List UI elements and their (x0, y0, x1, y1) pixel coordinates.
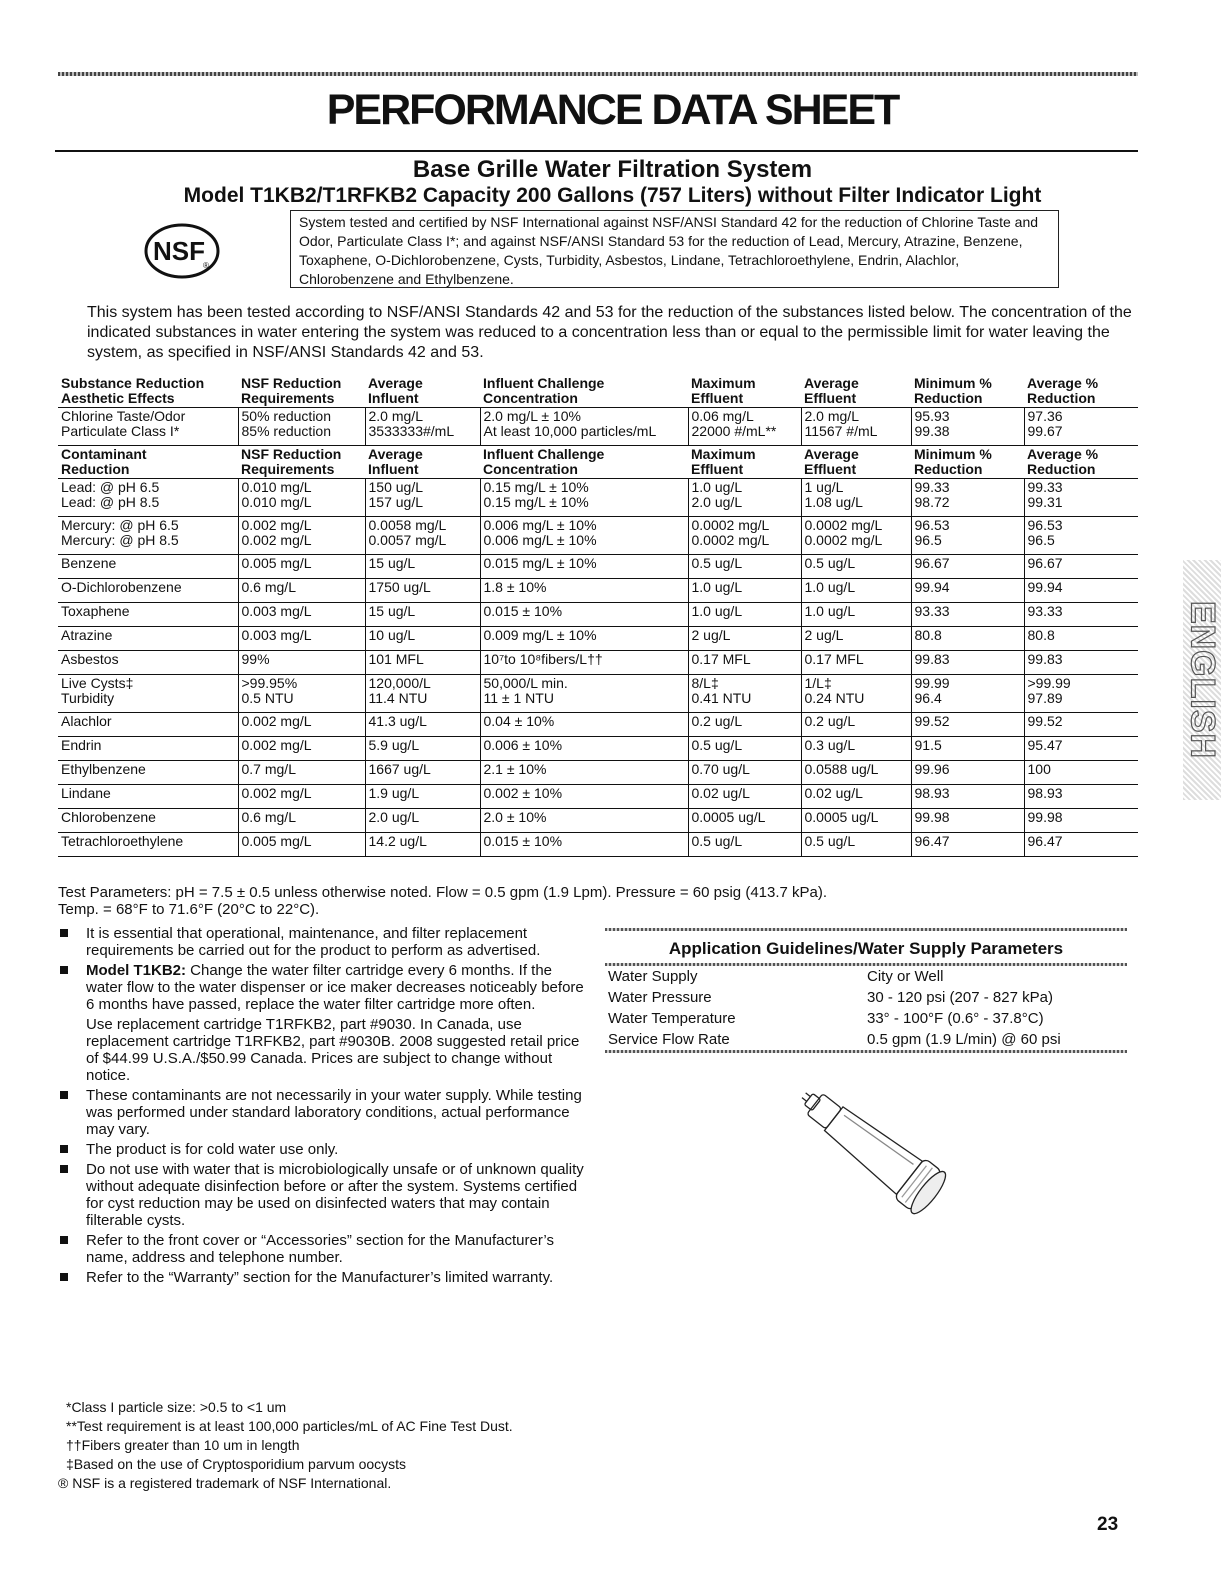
table-cell: 91.5 (911, 737, 1024, 761)
table-cell: 0.010 mg/L 0.010 mg/L (238, 479, 365, 517)
table-cell: 96.47 (1024, 833, 1138, 857)
application-guidelines (605, 928, 1127, 1053)
table-cell: 50% reduction 85% reduction (238, 408, 365, 446)
table-cell: Mercury: @ pH 6.5 Mercury: @ pH 8.5 (61, 517, 179, 548)
dotted-rule (605, 1050, 1127, 1053)
table-cell: Toxaphene (61, 603, 130, 619)
footnote: ††Fibers greater than 10 um in length (66, 1437, 300, 1453)
table-cell: Atrazine (61, 627, 113, 643)
table-cell: 0.005 mg/L (238, 555, 365, 579)
table-cell: 10 ug/L (365, 627, 480, 651)
table-cell: 0.0002 mg/L 0.0002 mg/L (688, 517, 801, 555)
column-header: NSF Reduction Requirements (241, 446, 342, 477)
table-row (58, 408, 1138, 446)
table-cell: 0.003 mg/L (238, 627, 365, 651)
table-cell: 14.2 ug/L (365, 833, 480, 857)
column-header: Contaminant Reduction (61, 446, 147, 477)
table-cell: 0.5 ug/L (801, 833, 911, 857)
table-cell: 0.006 ± 10% (480, 737, 688, 761)
table-cell: 2.1 ± 10% (480, 761, 688, 785)
table-cell: 1750 ug/L (365, 579, 480, 603)
column-header: Average Effluent (804, 446, 859, 477)
table-cell: 2.0 mg/L 11567 #/mL (801, 408, 911, 446)
table-row (58, 833, 1138, 857)
table-cell: 10⁷to 10⁸fibers/L†† (480, 651, 688, 675)
table-cell: Lead: @ pH 6.5 Lead: @ pH 8.5 (61, 479, 160, 510)
table-cell: 1.0 ug/L 2.0 ug/L (688, 479, 801, 517)
table-cell: 99.83 (911, 651, 1024, 675)
table-cell: 2.0 ± 10% (480, 809, 688, 833)
column-header: Average Influent (368, 446, 423, 477)
model-line: Model T1KB2/T1RFKB2 Capacity 200 Gallons (757 Liters) without Filter Indicator Light (183, 184, 1042, 207)
list-item: Refer to the “Warranty” section for the Manufacturer’s limited warranty. (58, 1269, 588, 1286)
table-cell: 2 ug/L (688, 627, 801, 651)
table-cell: 0.3 ug/L (801, 737, 911, 761)
table-cell: 93.33 (1024, 603, 1138, 627)
table-cell: 96.53 96.5 (1024, 517, 1138, 555)
language-side-tab (1183, 560, 1221, 800)
table-cell: 96.67 (1024, 555, 1138, 579)
table-cell: 41.3 ug/L (365, 713, 480, 737)
table-cell: 0.015 ± 10% (480, 603, 688, 627)
table-cell: Benzene (61, 555, 117, 571)
table-cell: 0.0005 ug/L (801, 809, 911, 833)
table-cell: 0.009 mg/L ± 10% (480, 627, 688, 651)
app-row: Water Pressure 30 - 120 psi (207 - 827 kPa) (608, 989, 1053, 1006)
table-cell: 93.33 (911, 603, 1024, 627)
page-title: PERFORMANCE DATA SHEET (326, 86, 899, 134)
table-cell: 99.33 99.31 (1024, 479, 1138, 517)
model-label: Model T1KB2: (86, 962, 187, 979)
table-cell: 0.002 mg/L (238, 785, 365, 809)
table-cell: 1.0 ug/L (801, 603, 911, 627)
table-cell: 2.0 mg/L 3533333#/mL (365, 408, 480, 446)
table-cell: 2.0 mg/L ± 10% At least 10,000 particles/mL (480, 408, 688, 446)
table-cell: 0.015 ± 10% (480, 833, 688, 857)
list-item: These contaminants are not necessarily in your water supply. While testing was performed under standard laboratory conditions, actual performance may vary. (58, 1087, 588, 1138)
table-cell: 0.5 ug/L (688, 555, 801, 579)
table-cell: 0.005 mg/L (238, 833, 365, 857)
table-row (58, 517, 1138, 555)
column-header: Maximum Effluent (691, 375, 756, 406)
filter-cartridge-image (770, 1072, 970, 1222)
table-row (58, 479, 1138, 517)
table-cell: 80.8 (911, 627, 1024, 651)
list-item (58, 962, 588, 1013)
table-cell: 0.5 ug/L (801, 555, 911, 579)
column-header: Average Effluent (804, 375, 859, 406)
table-cell: 99.94 (911, 579, 1024, 603)
table-cell: 0.70 ug/L (688, 761, 801, 785)
table-cell: 1.9 ug/L (365, 785, 480, 809)
table-cell: 1.0 ug/L (801, 579, 911, 603)
table-cell: 5.9 ug/L (365, 737, 480, 761)
side-tab-label: ENGLISH (1183, 600, 1222, 760)
table-cell: 0.002 mg/L 0.002 mg/L (238, 517, 365, 555)
table-row (58, 761, 1138, 785)
table-cell: 99.94 (1024, 579, 1138, 603)
app-row: Service Flow Rate 0.5 gpm (1.9 L/min) @ 60 psi (608, 1031, 1061, 1048)
footnote: *Class I particle size: >0.5 to <1 um (66, 1399, 287, 1415)
page-number: 23 (1097, 1514, 1119, 1535)
table-cell: 0.0588 ug/L (801, 761, 911, 785)
table-cell: 2 ug/L (801, 627, 911, 651)
table-cell: 1.0 ug/L (688, 603, 801, 627)
notes-list (58, 925, 588, 1289)
table-cell: 95.93 99.38 (911, 408, 1024, 446)
table-cell: 15 ug/L (365, 555, 480, 579)
table-cell: Chlorine Taste/Odor Particulate Class I* (61, 408, 186, 439)
column-header: Influent Challenge Concentration (483, 375, 605, 406)
table-cell: 99.98 (911, 809, 1024, 833)
nsf-logo-icon (143, 222, 221, 280)
table-cell: 120,000/L 11.4 NTU (365, 675, 480, 713)
table-cell: 50,000/L min. 11 ± 1 NTU (480, 675, 688, 713)
table-cell: 0.2 ug/L (688, 713, 801, 737)
table-cell: 0.17 MFL (688, 651, 801, 675)
table-row (58, 809, 1138, 833)
table-cell: 96.47 (911, 833, 1024, 857)
table-cell: >99.99 97.89 (1024, 675, 1138, 713)
svg-text:®: ® (203, 261, 209, 270)
table-cell: 2.0 ug/L (365, 809, 480, 833)
table-cell: 0.006 mg/L ± 10% 0.006 mg/L ± 10% (480, 517, 688, 555)
table-cell: Chlorobenzene (61, 809, 156, 825)
list-item: The product is for cold water use only. (58, 1141, 588, 1158)
table-row (58, 603, 1138, 627)
test-parameters-line1: Test Parameters: pH = 7.5 ± 0.5 unless otherwise noted. Flow = 0.5 gpm (1.9 Lpm). Pressure = 60 psig (413.7 kPa). (58, 884, 828, 901)
model-note: Change the water filter cartridge every 6 months. If the water flow to the water dispenser or ice maker decreases noticeably before 6 months have passed, replace the water filter cartridge more often. (86, 962, 584, 1013)
table-cell: 98.93 (1024, 785, 1138, 809)
table-cell: 1.8 ± 10% (480, 579, 688, 603)
table-cell: Endrin (61, 737, 102, 753)
column-header: Average % Reduction (1027, 446, 1099, 477)
table-cell: 98.93 (911, 785, 1024, 809)
list-item: Use replacement cartridge T1RFKB2, part #9030. In Canada, use replacement cartridge T1RFKB2, part #9030B. 2008 suggested retail price of $44.99 U.S.A./$50.99 Canada. Prices are subject to change without notice. (86, 1016, 580, 1084)
table-cell: 0.015 mg/L ± 10% (480, 555, 688, 579)
table-cell: Asbestos (61, 651, 119, 667)
table-header-row (58, 375, 1138, 408)
table-cell: 100 (1024, 761, 1138, 785)
footnote: **Test requirement is at least 100,000 particles/mL of AC Fine Test Dust. (66, 1418, 513, 1434)
product-subtitle: Base Grille Water Filtration System (412, 156, 813, 183)
table-cell: 99.52 (1024, 713, 1138, 737)
title-rule (55, 150, 1138, 152)
table-cell: 99.83 (1024, 651, 1138, 675)
nsf-certification-box: System tested and certified by NSF International against NSF/ANSI Standard 42 for the reduction of Chlorine Taste and Odor, Particulate Class I*; and against NSF/ANSI Standard 53 for the reduction of Lead, Mercury, Atrazine, Benzene, Toxaphene, O-Dichlorobenzene, Cysts, Turbidity, Asbestos, Lindane, Tetrachloroethylene, Endrin, Alachlor, Chlorobenzene and Ethylbenzene. (290, 210, 1059, 288)
column-header: Substance Reduction Aesthetic Effects (61, 375, 205, 406)
table-cell: 1667 ug/L (365, 761, 480, 785)
list-item: Refer to the front cover or “Accessories” section for the Manufacturer’s name, address and telephone number. (58, 1232, 588, 1266)
column-header: Average % Reduction (1027, 375, 1099, 406)
table-cell: 80.8 (1024, 627, 1138, 651)
table-cell: 0.0002 mg/L 0.0002 mg/L (801, 517, 911, 555)
table-cell: 1.0 ug/L (688, 579, 801, 603)
table-cell: 95.47 (1024, 737, 1138, 761)
test-parameters (58, 884, 1138, 918)
table-cell: 150 ug/L 157 ug/L (365, 479, 480, 517)
table-cell: 0.0058 mg/L 0.0057 mg/L (365, 517, 480, 555)
table-cell: 96.67 (911, 555, 1024, 579)
table-cell: 0.15 mg/L ± 10% 0.15 mg/L ± 10% (480, 479, 688, 517)
table-cell: 99.99 96.4 (911, 675, 1024, 713)
table-cell: 101 MFL (365, 651, 480, 675)
table-row (58, 713, 1138, 737)
table-cell: 0.002 ± 10% (480, 785, 688, 809)
column-header: NSF Reduction Requirements (241, 375, 342, 406)
table-cell: 99.52 (911, 713, 1024, 737)
table-cell: 0.6 mg/L (238, 809, 365, 833)
table-cell: Ethylbenzene (61, 761, 146, 777)
footnote: ‡Based on the use of Cryptosporidium parvum oocysts (66, 1456, 407, 1472)
table-cell: 15 ug/L (365, 603, 480, 627)
column-header: Average Influent (368, 375, 423, 406)
nsf-logo-text: NSF (153, 236, 205, 266)
table-header-row (58, 446, 1138, 479)
table-cell: 0.06 mg/L 22000 #/mL** (688, 408, 801, 446)
table-cell: 0.17 MFL (801, 651, 911, 675)
table-cell: 1/L‡ 0.24 NTU (801, 675, 911, 713)
application-title: Application Guidelines/Water Supply Parameters (668, 939, 1064, 958)
table-cell: Lindane (61, 785, 111, 801)
table-cell: 0.6 mg/L (238, 579, 365, 603)
list-item: It is essential that operational, maintenance, and filter replacement requirements be carried out for the product to perform as advertised. (58, 925, 588, 959)
table-cell: 99% (238, 651, 365, 675)
table-cell: Tetrachloroethylene (61, 833, 184, 849)
test-parameters-line2: Temp. = 68°F to 71.6°F (20°C to 22°C). (58, 901, 320, 918)
table-cell: 0.5 ug/L (688, 737, 801, 761)
footnote: ® NSF is a registered trademark of NSF International. (58, 1475, 392, 1491)
column-header: Minimum % Reduction (914, 446, 992, 477)
table-cell: 99.96 (911, 761, 1024, 785)
table-cell: 8/L‡ 0.41 NTU (688, 675, 801, 713)
table-row (58, 555, 1138, 579)
table-row (58, 675, 1138, 713)
column-header: Influent Challenge Concentration (483, 446, 605, 477)
table-cell: 0.02 ug/L (801, 785, 911, 809)
app-row: Water Temperature 33° - 100°F (0.6° - 37.8°C) (608, 1010, 1044, 1027)
table-cell: >99.95% 0.5 NTU (238, 675, 365, 713)
table-cell: 0.003 mg/L (238, 603, 365, 627)
column-header: Maximum Effluent (691, 446, 756, 477)
app-row: Water Supply City or Well (608, 968, 944, 985)
table-cell: 0.0005 ug/L (688, 809, 801, 833)
column-header: Minimum % Reduction (914, 375, 992, 406)
table-cell: 0.2 ug/L (801, 713, 911, 737)
table-row (58, 737, 1138, 761)
table-cell: 0.002 mg/L (238, 713, 365, 737)
table-cell: 0.5 ug/L (688, 833, 801, 857)
table-cell: 0.002 mg/L (238, 737, 365, 761)
table-row (58, 579, 1138, 603)
intro-paragraph: This system has been tested according to NSF/ANSI Standards 42 and 53 for the reduction of the substances listed below. The concentration of the indicated substances in water entering the system was reduced to a concentration less than or equal to the permissible limit for water leaving the system, as specified in NSF/ANSI Standards 42 and 53. (87, 304, 1132, 361)
table-cell: 99.98 (1024, 809, 1138, 833)
footnotes (58, 1398, 513, 1493)
table-cell: 0.7 mg/L (238, 761, 365, 785)
table-cell: Live Cysts‡ Turbidity (61, 675, 134, 706)
table-cell: 0.04 ± 10% (480, 713, 688, 737)
list-item: Do not use with water that is microbiologically unsafe or of unknown quality without adequate disinfection before or after the system. Systems certified for cyst reduction may be used on disinfected waters that may contain filterable cysts. (58, 1161, 588, 1229)
table-cell: 96.53 96.5 (911, 517, 1024, 555)
table-cell: 97.36 99.67 (1024, 408, 1138, 446)
table-row (58, 785, 1138, 809)
table-cell: O-Dichlorobenzene (61, 579, 182, 595)
top-dotted-rule (58, 72, 1138, 76)
table-row (58, 627, 1138, 651)
performance-table (58, 375, 1138, 857)
table-row (58, 651, 1138, 675)
table-cell: 0.02 ug/L (688, 785, 801, 809)
table-cell: 1 ug/L 1.08 ug/L (801, 479, 911, 517)
table-cell: Alachlor (61, 713, 112, 729)
table-cell: 99.33 98.72 (911, 479, 1024, 517)
